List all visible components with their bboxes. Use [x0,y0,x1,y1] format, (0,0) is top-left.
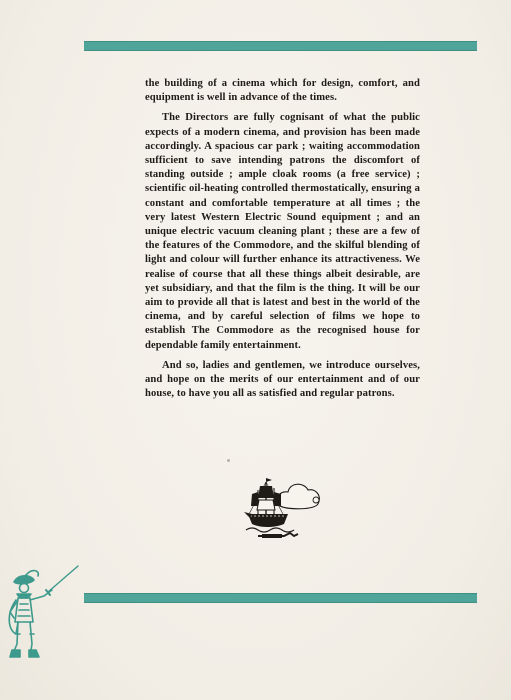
paragraph-2: The Directors are fully cognisant of what the public expects of a modern cinema, and provision has been made accordingly. A spacious car park ; waiting accommodation sufficient to save intending patrons the discomfort of standing outside ; ample cloak rooms (a free service) ; scientific oil-heating controlled thermostatically, ensuring a constant and comfortable temperature at all times ; the very latest Western Electric Sound equipment ; and an unique electric vacuum cleaning plant ; these are a few of the features of the Commodore, and the skilful blending of light and colour will further enhance its attractiveness. We realise of course that all these things albeit desirable, are yet subsidiary, and that the film is the thing. It will be our aim to provide all that is latest and best in the world of the cinema, and by careful selection of films we hope to establish The Commodore as the recognised house for dependable family entertainment. [145,112,420,351]
galleon-ship-icon [244,476,324,542]
paper-speck [227,459,230,462]
paragraph-3: And so, ladies and gentlemen, we introduce ourselves, and hope on the merits of our entertainment and of our house, to have you all as satisfied and regular patrons. [145,359,420,400]
cavalier-figure-icon [0,560,84,670]
paragraph-1: the building of a cinema which for design, comfort, and equipment is well in advance of the times. [145,78,420,104]
body-text [145,77,420,407]
bottom-teal-rule [84,593,477,603]
top-teal-rule [84,41,477,51]
